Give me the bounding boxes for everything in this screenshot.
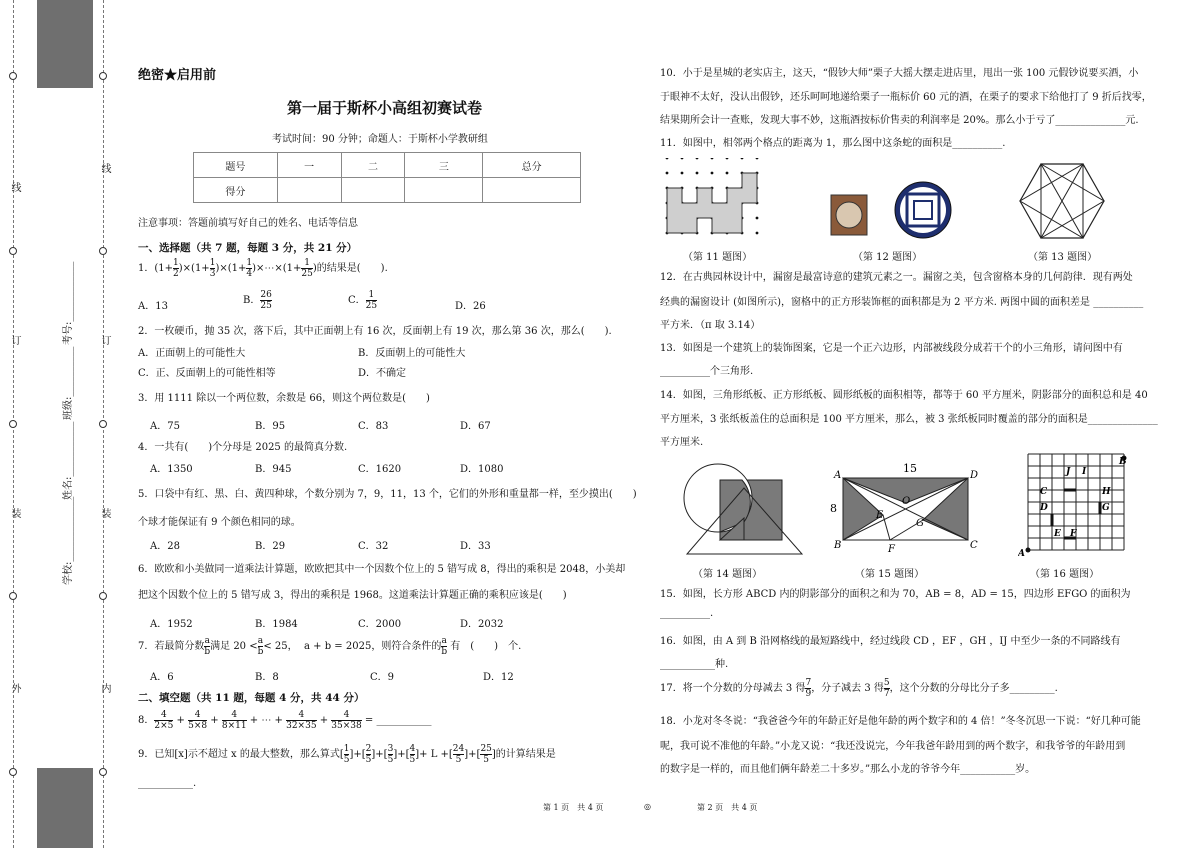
fig16-label-e: E (1054, 529, 1061, 539)
fig15-top-label: 15 (903, 462, 917, 475)
option-c[interactable]: C．83 (358, 421, 389, 432)
fig16-label-j: J (1066, 467, 1071, 477)
question-14-line3: 平方厘米. (660, 437, 704, 448)
option-c[interactable]: C．正、反面朝上的可能性相等 (138, 368, 276, 379)
question-5-line1: 5．口袋中有红、黑、白、黄四种球，个数分别为 7，9，11，13 个，它们的外形和重量都一样，至少摸出( ) (138, 489, 637, 500)
option-b[interactable]: B．1984 (255, 619, 298, 630)
figure-caption: （第 15 题图） (855, 569, 925, 580)
question-12-line3: 平方米．（π 取 3.14） (660, 320, 761, 331)
name-field[interactable]: 姓名:___________ (63, 421, 74, 500)
figure-12-windows (828, 180, 968, 240)
exam-number-field[interactable]: 考号:____________ (63, 261, 74, 345)
binding-hole-icon (99, 247, 107, 255)
secret-mark: 绝密★启用前 (138, 68, 217, 83)
fig16-label-b: B (1119, 457, 1127, 467)
question-6-line2: 把这个因数个位上的 5 错写成 3，得出的乘积是 1968。这道乘法计算题正确的乘积应该是( ) (138, 590, 567, 601)
grid-dot (696, 172, 699, 175)
grid-dot (711, 172, 714, 175)
binding-pack-char: 装 (9, 508, 20, 518)
figure-caption: （第 14 题图） (693, 569, 763, 580)
fig15-label-e: E (876, 510, 884, 521)
question-18-line1: 18．小龙对冬冬说：“我爸爸今年的年龄正好是他年龄的两个数字和的 4 倍！”冬冬沉思一下说：“好几种可能 (660, 716, 1141, 727)
fig16-label-h: H (1102, 487, 1111, 497)
grid-dot (666, 172, 669, 175)
option-b[interactable]: B．95 (255, 421, 286, 432)
question-18-line3: 的数字是一样的，而且他们俩年龄差二十多岁。”那么小龙的爷爷今年___________岁。 (660, 764, 1036, 775)
question-7: 7．若最简分数 $\frac{a}{b}$ 满足 20 < $\frac{a}{b}$ < 25， a + b = 2025，则符合条件的 $\frac{a}{b}$ 有 ( ) 个. (138, 636, 522, 657)
figure-caption: （第 12 题图） (853, 252, 923, 263)
question-9: 9．已知[x]示不超过 x 的最大整数，那么算式[ $\frac{1}{5}$ ]+[ $\frac{2}{5}$ ]+[ $\frac{3}{5}$ ]+[ $\frac{4}{5}$ ]+ L +[ $\frac{24}{5}$ ]+[ $\frac{25}{5}$ ]的计算结果是 (138, 744, 556, 765)
school-field[interactable]: 学校:_____________ (63, 496, 74, 585)
question-1 (138, 258, 388, 279)
score-table-cell: 二 (341, 153, 405, 178)
question-17: 17．将一个分数的分母减去 3 得 $\frac{7}{9}$ ，分子减去 3 得 $\frac{5}{7}$ ，这个分数的分母比分子多_________. (660, 678, 1058, 699)
q9-expression: [ $\frac{1}{5}$ ]+[ $\frac{2}{5}$ ]+[ $\frac{3}{5}$ ]+[ $\frac{4}{5}$ ]+ L +[ $\frac{24}{5}$ ]+[ $\frac{25}{5}$ ] (339, 744, 496, 765)
option-c[interactable]: C．2000 (358, 619, 402, 630)
option-d[interactable]: D．12 (483, 672, 514, 683)
grid-dot (681, 158, 684, 159)
figure-11-snake (662, 158, 772, 238)
fig16-label-i: I (1082, 467, 1087, 477)
figure-15-rectangle (828, 460, 978, 555)
question-16-line2[interactable]: ___________种. (660, 659, 729, 670)
grid-dot (681, 172, 684, 175)
question-8: 8． $\frac{4}{2\times 5}$ + $\frac{4}{5\times 8}$ + $\frac{4}{8\times 11}$ + ⋯ + $\frac{4}{32\times 35}$ + $\frac{4}{35\times 38}$ = ___________ (138, 710, 432, 731)
fig16-label-f: F (1070, 529, 1077, 539)
option-a[interactable]: A．28 (150, 541, 180, 552)
question-number: 1． (138, 263, 155, 274)
option-d[interactable]: D．67 (460, 421, 491, 432)
score-table-cell: 三 (405, 153, 483, 178)
binding-gray-bottom (37, 768, 93, 848)
binding-hole-icon (9, 420, 17, 428)
figure-caption: （第 11 题图） (683, 252, 753, 263)
binding-hole-icon (9, 768, 17, 776)
question-18-line2: 呢，我可说不准他的年龄。”小龙又说：“我还没说完，今年我爸年龄用到的两个数字，和我爷爷的年龄用到 (660, 741, 1126, 752)
question-15-line1: 15．如图，长方形 ABCD 内的阴影部分的面积之和为 70，AB = 8，AD = 15，四边形 EFGO 的面积为 (660, 589, 1131, 600)
question-14-line1: 14．如图，三角形纸板、正方形纸板、圆形纸板的面积相等，都等于 60 平方厘米，阴影部分的面积总和是 40 (660, 390, 1148, 401)
grid-dot (756, 158, 759, 159)
figure-caption: （第 13 题图） (1028, 252, 1098, 263)
figure-13-hexagon (1017, 162, 1107, 242)
page-title: 第一届于斯杯小高组初赛试卷 (287, 99, 483, 117)
fig16-label-a: A (1018, 549, 1025, 557)
fig15-label-b: B (834, 540, 842, 551)
question-5-line2: 个球才能保证有 9 个颜色相同的球。 (138, 517, 301, 528)
fig15-label-f: F (888, 544, 895, 555)
binding-inner-char: 内 (99, 683, 110, 693)
score-table-cell: 一 (277, 153, 341, 178)
fig16-label-d: D (1040, 503, 1048, 513)
fig15-label-d: D (970, 470, 978, 481)
grid-dot (696, 158, 699, 159)
fig15-label-o: O (902, 496, 911, 507)
score-table-cell: 题号 (194, 153, 278, 178)
question-3: 3．用 1111 除以一个两位数，余数是 66，则这个两位数是( ) (138, 393, 430, 404)
binding-strip (0, 0, 125, 848)
score-input-cell[interactable] (341, 178, 405, 203)
class-field[interactable]: 班级:__________ (63, 346, 74, 420)
question-4: 4．一共有( )个分母是 2025 的最简真分数. (138, 442, 348, 453)
binding-hole-icon (9, 247, 17, 255)
answer-blank[interactable]: ___________. (138, 778, 197, 789)
figure-16-grid (1018, 452, 1128, 557)
grid-dot (756, 217, 759, 220)
fig16-label-c: C (1040, 487, 1048, 497)
option-a[interactable]: A．6 (150, 672, 174, 683)
question-13-line2: __________个三角形. (660, 366, 754, 377)
option-a[interactable]: A．1350 (150, 464, 193, 475)
binding-hole-icon (9, 592, 17, 600)
option-a[interactable]: A．13 (138, 301, 168, 312)
question-16-line1: 16．如图，由 A 到 B 沿网格线的最短路线中，经过线段 CD ，EF ，GH ，IJ 中至少一条的不同路线有 (660, 636, 1121, 647)
q1-expression: (1+ $\frac{1}{2}$ )×(1+ $\frac{1}{3}$ )×(1+ $\frac{1}{4}$ )×⋯×(1+ $\frac{1}{25}$ ) (154, 258, 317, 279)
score-table (193, 152, 581, 203)
option-d[interactable]: D．33 (460, 541, 491, 552)
question-text: 的结果是( ). (316, 263, 388, 274)
question-14-line2: 平方厘米，3 张纸板盖住的总面积是 100 平方厘米，那么，被 3 张纸板同时覆盖的部分的面积是______________ (660, 414, 1158, 425)
page-number-left: 第 1 页 共 4 页 (543, 803, 604, 812)
grid-dot (711, 158, 714, 159)
option-d[interactable]: D．2032 (460, 619, 504, 630)
option-d[interactable]: D．1080 (460, 464, 504, 475)
q8-expression: $\frac{4}{2\times 5}$ + $\frac{4}{5\times 8}$ + $\frac{4}{8\times 11}$ + ⋯ + $\frac{4}{32\times 35}$ + $\frac{4}{35\times 38}$ = ___________ (154, 710, 432, 731)
grid-dot (726, 158, 729, 159)
score-input-cell[interactable] (483, 178, 581, 203)
binding-bind-char: 订 (9, 335, 20, 345)
option-a[interactable]: A．75 (150, 421, 180, 432)
fig15-label-g: G (916, 518, 924, 529)
question-11: 11．如图中，相邻两个格点的距离为 1，那么图中这条蛇的面积是__________. (660, 138, 1006, 149)
option-b[interactable]: B．945 (255, 464, 292, 475)
question-6-line1: 6．欧欧和小美做同一道乘法计算题，欧欧把其中一个因数个位上的 5 错写成 8，得出的乘积是 2048，小美却 (138, 564, 626, 575)
figure-caption: （第 16 题图） (1030, 569, 1100, 580)
score-table-row (194, 153, 581, 178)
page-center-mark: ◎ (644, 802, 651, 811)
figure-14-overlap (682, 458, 807, 558)
option-b[interactable]: B． $\frac{26}{25}$ (243, 290, 272, 311)
binding-pack-char: 装 (99, 508, 110, 518)
notice-text: 注意事项：答题前填写好自己的姓名、电话等信息 (138, 218, 358, 229)
question-12-line1: 12．在古典园林设计中，漏窗是最富诗意的建筑元素之一。漏窗之美，包含窗格本身的几何韵律．现有两处 (660, 272, 1133, 283)
binding-outer-char: 外 (9, 683, 20, 693)
binding-line-char: 线 (99, 163, 110, 173)
question-13-line1: 13．如图是一个建筑上的装饰图案，它是一个正六边形，内部被线段分成若干个的小三角形，请问图中有 (660, 343, 1123, 354)
binding-line-char: 线 (9, 182, 20, 192)
question-10-line1: 10．小于是星城的老实店主，这天，“假钞大师”栗子大摇大摆走进店里，甩出一张 100 元假钞说要买酒，小 (660, 68, 1139, 79)
binding-hole-icon (99, 592, 107, 600)
option-c[interactable]: C．32 (358, 541, 389, 552)
option-d[interactable]: D．不确定 (358, 368, 407, 379)
question-15-line2[interactable]: __________. (660, 608, 714, 619)
score-table-cell: 得分 (194, 178, 278, 203)
question-10-line2: 于眼神不太好，没认出假钞，还乐呵呵地递给栗子一瓶标价 60 元的酒，在栗子的要求下给他打了 9 折后找零， (660, 92, 1152, 103)
score-input-cell[interactable] (277, 178, 341, 203)
option-c[interactable]: C．1620 (358, 464, 402, 475)
score-table-row (194, 178, 581, 203)
fig16-label-g: G (1102, 503, 1110, 513)
score-table-cell: 总分 (483, 153, 581, 178)
option-c[interactable]: C．9 (370, 672, 395, 683)
fig15-side-label: 8 (830, 502, 837, 515)
option-d[interactable]: D．26 (455, 301, 486, 312)
snake-shape (667, 173, 757, 233)
grid-dot (726, 172, 729, 175)
grid-dot (741, 158, 744, 159)
question-10-line3: 结果期所会计一查账，发现大事不妙，这瓶酒按标价售卖的利润率是 20%。那么小于亏了______________元. (660, 115, 1139, 126)
score-input-cell[interactable] (405, 178, 483, 203)
exam-info: 考试时间：90 分钟；命题人：于斯杯小学教研组 (272, 134, 488, 145)
option-a[interactable]: A．1952 (150, 619, 193, 630)
question-12-line2: 经典的漏窗设计 (如图所示)，窗格中的正方形装饰框的面积都是为 2 平方米. 两图中圆的面积差是 __________ (660, 297, 1144, 308)
binding-bind-char: 订 (99, 335, 110, 345)
window-circle (836, 202, 862, 228)
option-b[interactable]: B．29 (255, 541, 286, 552)
binding-hole-icon (99, 72, 107, 80)
section1-title: 一、选择题（共 7 题，每题 3 分，共 21 分） (138, 242, 358, 254)
option-b[interactable]: B．反面朝上的可能性大 (358, 348, 466, 359)
grid-dot (756, 232, 759, 235)
binding-hole-icon (99, 420, 107, 428)
binding-gray-top (37, 0, 93, 88)
page-number-right: 第 2 页 共 4 页 (697, 803, 758, 812)
grid-dot (666, 158, 669, 159)
binding-hole-icon (99, 768, 107, 776)
option-c[interactable]: C． $\frac{1}{25}$ (348, 290, 378, 311)
binding-hole-icon (9, 72, 17, 80)
option-a[interactable]: A．正面朝上的可能性大 (138, 348, 246, 359)
question-2: 2．一枚硬币，抛 35 次，落下后，其中正面朝上有 16 次，反面朝上有 19 次，那么第 36 次，那么( ). (138, 326, 612, 337)
option-b[interactable]: B．8 (255, 672, 279, 683)
fig15-label-c: C (970, 540, 978, 551)
fig15-label-a: A (834, 470, 842, 481)
section2-title: 二、填空题（共 11 题，每题 4 分，共 44 分） (138, 692, 365, 704)
